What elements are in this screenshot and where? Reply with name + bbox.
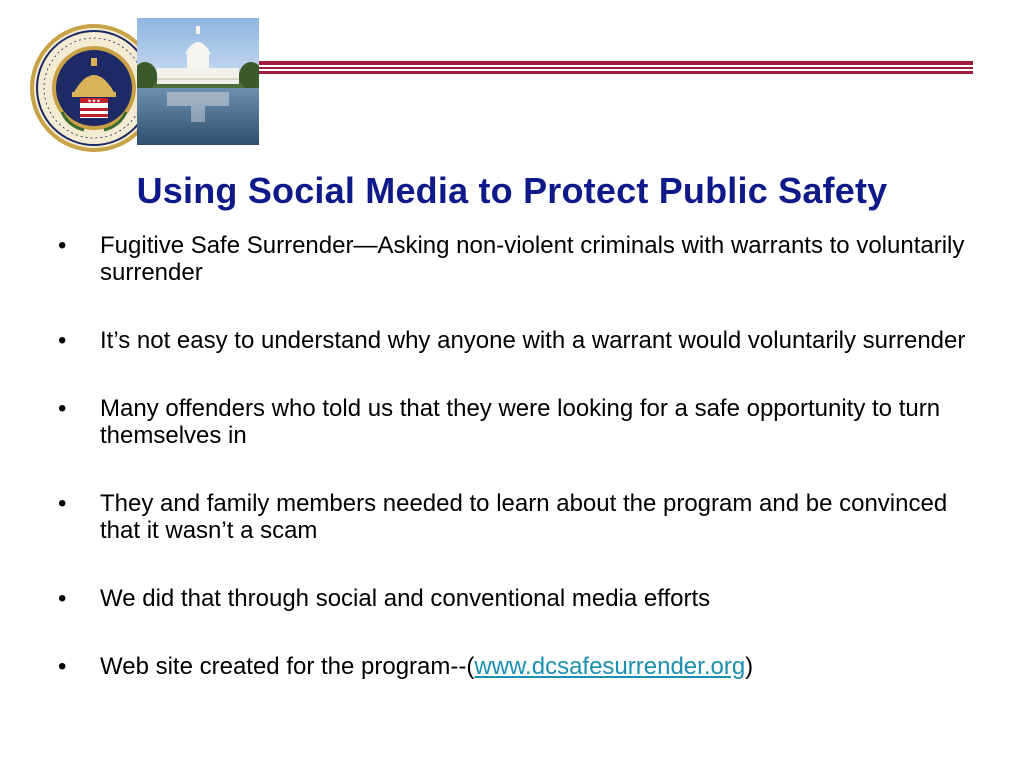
capitol-building-photo (137, 18, 259, 145)
bullet-icon: • (58, 395, 67, 422)
bullet-text: They and family members needed to learn about the program and be convinced that it wasn’t a scam (100, 490, 948, 544)
list-item (58, 653, 978, 680)
list-item (58, 490, 978, 544)
bullet-icon: • (58, 653, 67, 680)
bullet-icon: • (58, 232, 67, 259)
bullet-icon: • (58, 585, 67, 612)
header-rule-line (259, 67, 973, 69)
header-rule-line (259, 71, 973, 74)
bullet-text: Fugitive Safe Surrender—Asking non-violent criminals with warrants to voluntarily surrender (100, 232, 965, 286)
header-rule-line (259, 61, 973, 65)
bullet-text: We did that through social and conventional media efforts (100, 585, 711, 612)
bullet-text-suffix: ) (745, 653, 754, 680)
bullet-text-prefix: Web site created for the program--( (100, 653, 475, 680)
header-rule (259, 61, 973, 74)
bullet-text: Many offenders who told us that they were looking for a safe opportunity to turn themselves in (100, 395, 941, 449)
list-item (58, 395, 978, 449)
bullet-icon: • (58, 327, 67, 354)
website-link[interactable]: www.dcsafesurrender.org (474, 653, 746, 680)
slide-title: Using Social Media to Protect Public Safety (136, 170, 888, 211)
bullet-text: It’s not easy to understand why anyone with a warrant would voluntarily surrender (100, 327, 966, 354)
svg-text:★★★: ★★★ (87, 98, 101, 105)
bullet-icon: • (58, 490, 67, 517)
bullet-list (58, 232, 978, 721)
list-item (58, 232, 978, 286)
list-item (58, 327, 978, 354)
list-item (58, 585, 978, 612)
